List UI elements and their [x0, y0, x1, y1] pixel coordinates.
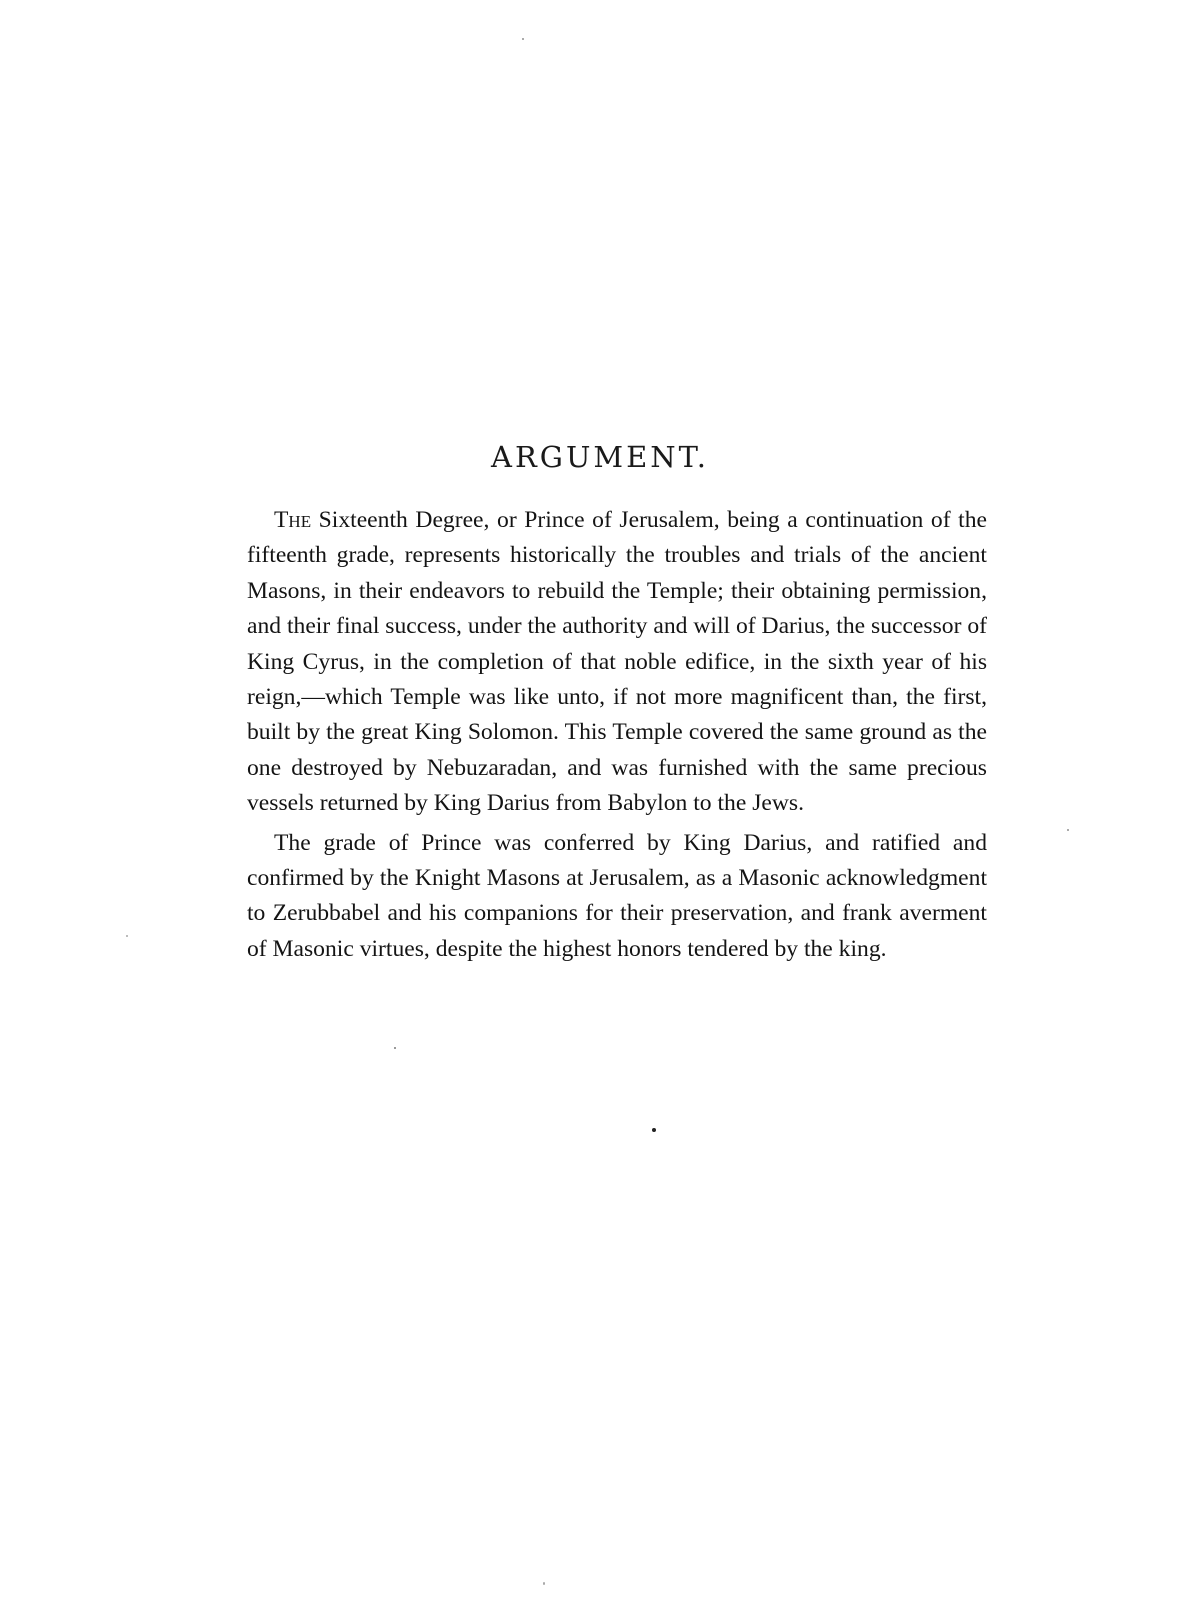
paragraph-1-lead-word: The: [274, 507, 312, 533]
paragraph-2-text: The grade of Prince was conferred by King Darius, and ratified and confirmed by the Knight Masons at Jerusalem, as a Masonic acknowledgment to Zerubbabel and his companions for their preservation, and frank averment of Masonic virtues, despite the highest honors tendered by the king.: [247, 829, 987, 962]
paragraph-2: [247, 826, 987, 968]
argument-body: [247, 503, 987, 971]
scan-speck: [543, 1582, 545, 1585]
scan-speck: [394, 1047, 396, 1049]
paragraph-1: [247, 503, 987, 822]
paragraph-1-text: Sixteenth Degree, or Prince of Jerusalem, being a continuation of the fifteenth grade, represents historically the troubles and trials of the ancient Masons, in their endeavors to rebuild the Temple; their obtaining permission, and their final success, under the authority and will of Darius, the successor of King Cyrus, in the completion of that noble edifice, in the sixth year of his reign,—which Temple was like unto, if not more magnificent than, the first, built by the great King Solomon. This Temple covered the same ground as the one destroyed by Nebuzaradan, and was furnished with the same precious vessels returned by King Darius from Babylon to the Jews.: [247, 507, 987, 817]
scan-speck: [1067, 829, 1069, 831]
page-heading: ARGUMENT.: [491, 440, 709, 474]
scan-speck: [652, 1128, 656, 1132]
scan-speck: [126, 935, 128, 937]
scan-speck: [522, 38, 524, 40]
